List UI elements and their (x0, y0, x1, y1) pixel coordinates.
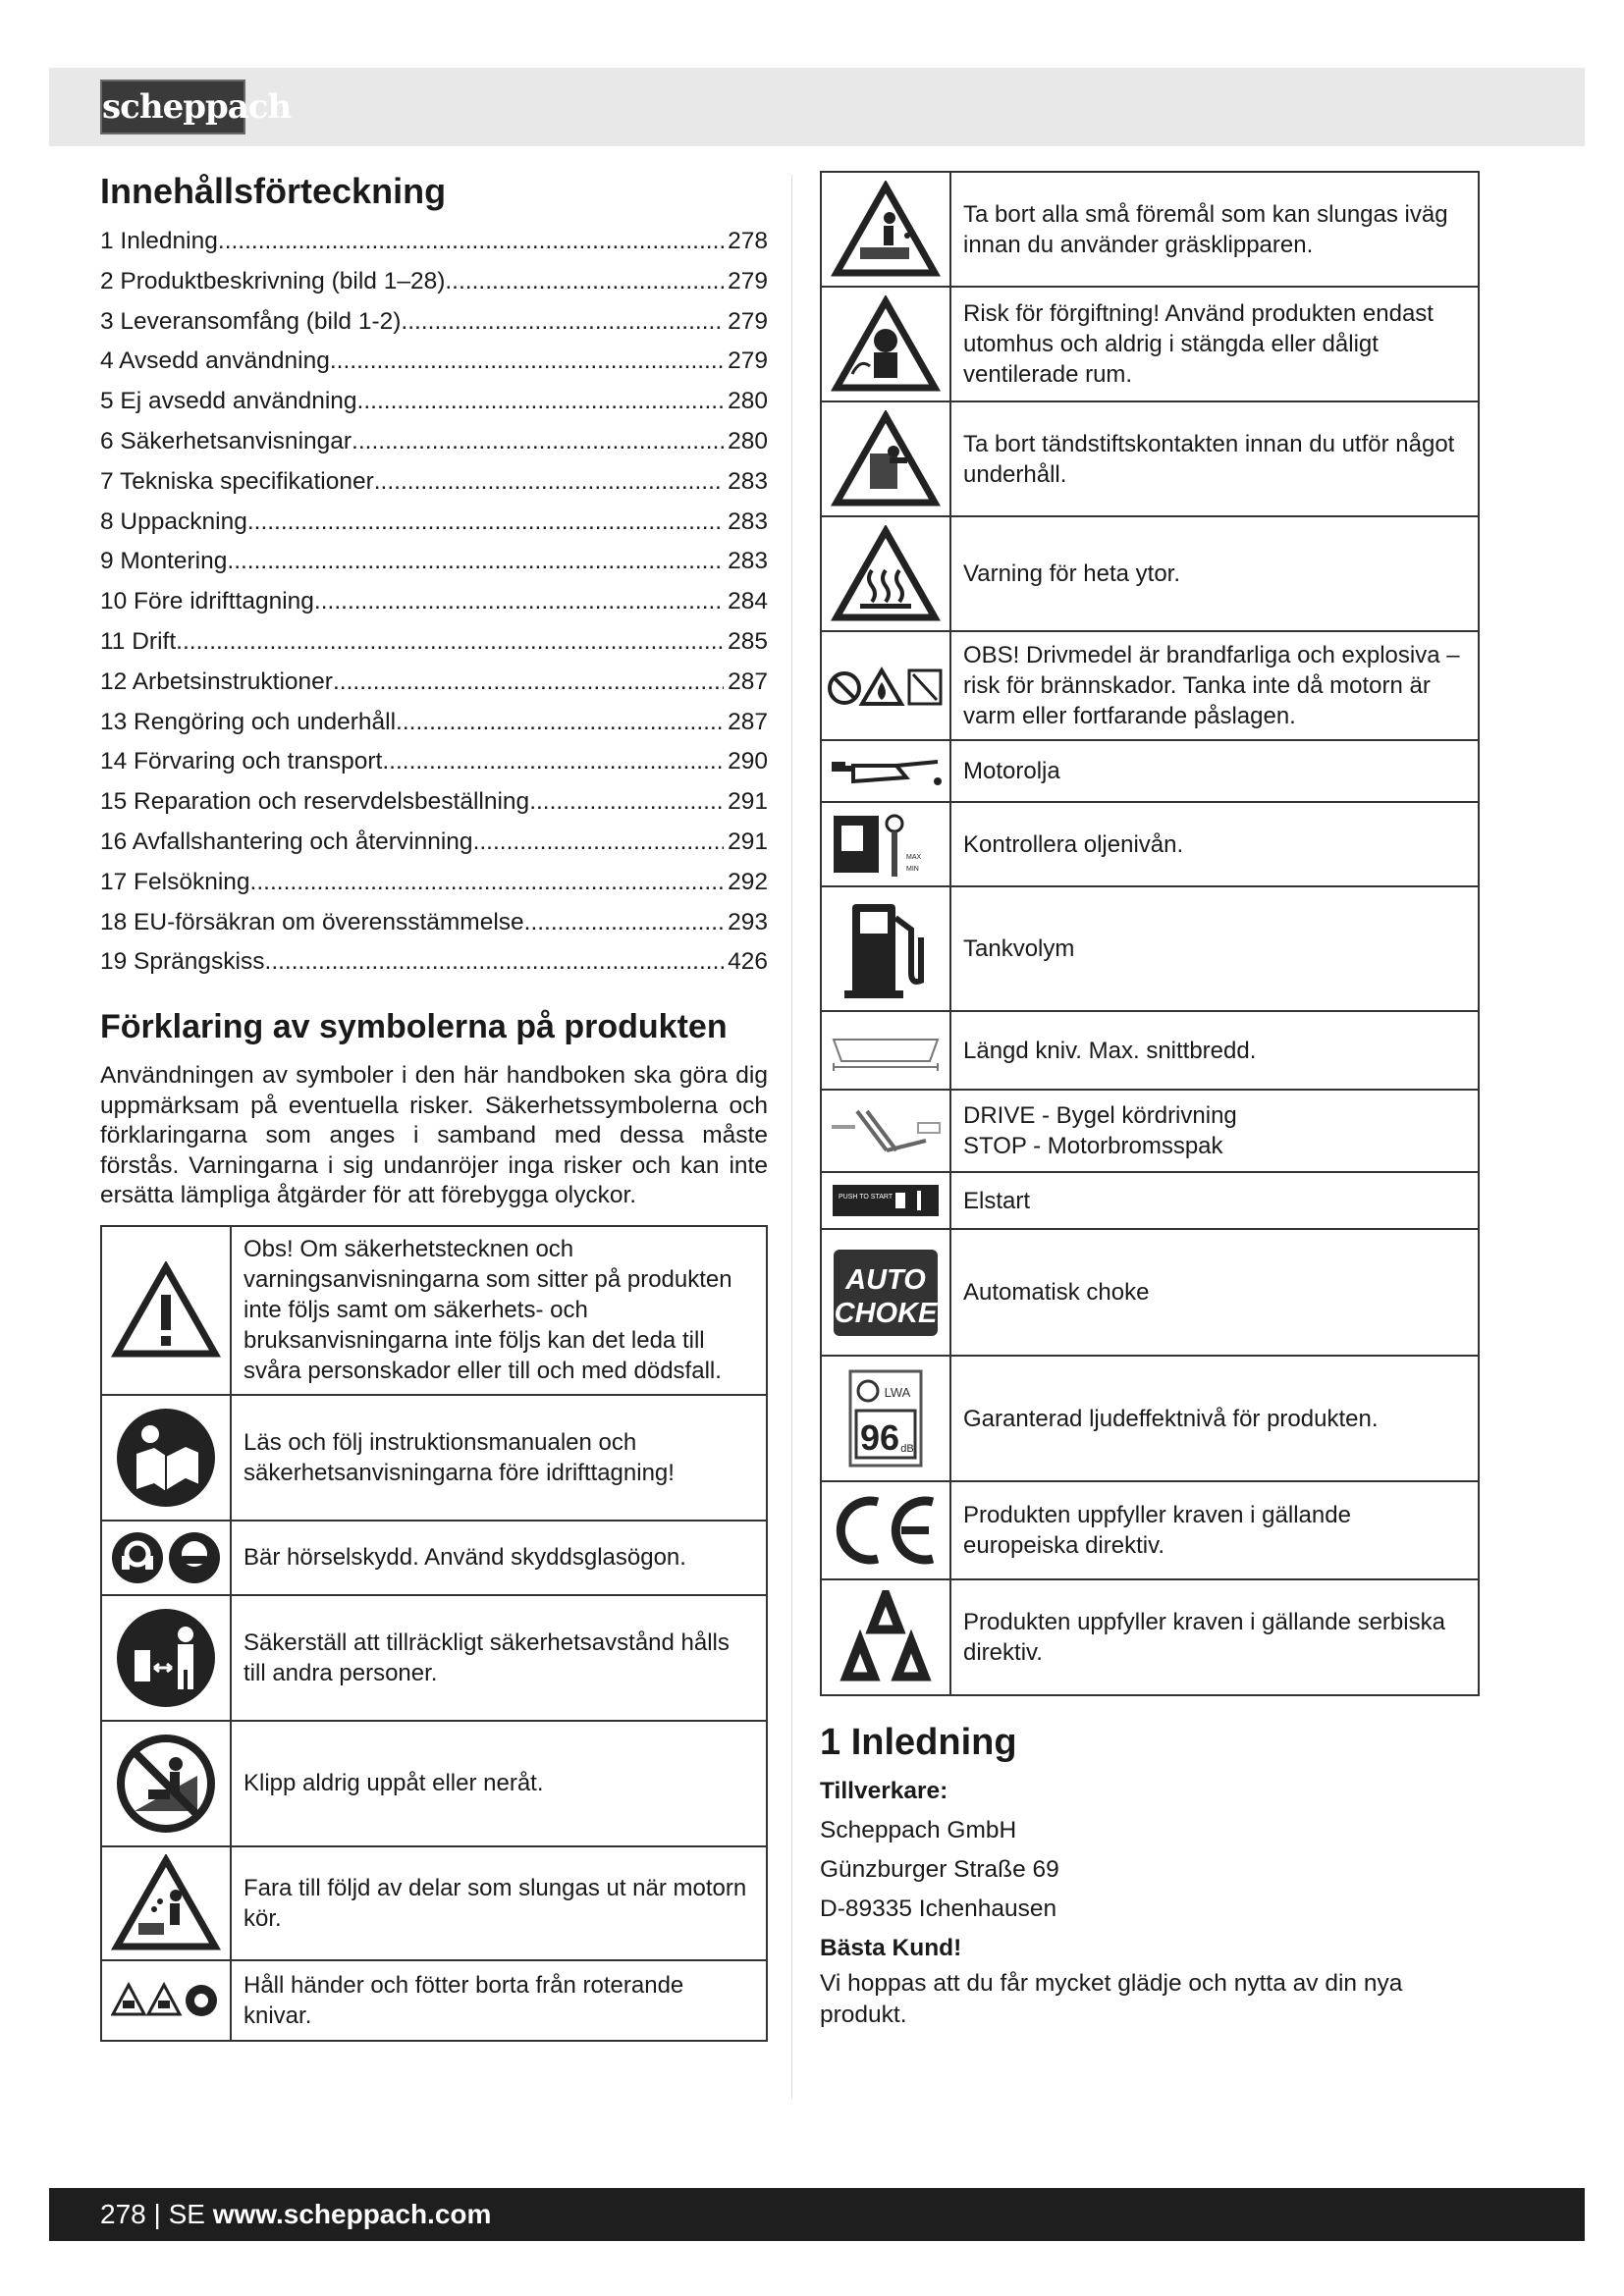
toc-leader-dots (529, 782, 724, 823)
drive-stop-lever-icon (821, 1090, 950, 1172)
toc-item[interactable] (100, 382, 768, 422)
toc-item-page: 284 (728, 588, 768, 615)
scheppach-logo: scheppach (100, 80, 245, 134)
symbol-row (821, 1579, 1479, 1695)
toc-item-label: 14 Förvaring och transport (100, 748, 383, 775)
toc-item[interactable] (100, 622, 768, 663)
toc-leader-dots (374, 462, 724, 503)
fuel-pump-icon (821, 886, 950, 1011)
toc-item-label: 2 Produktbeskrivning (bild 1–28) (100, 267, 446, 294)
svg-text:AUTO: AUTO (845, 1263, 926, 1296)
toc-leader-dots (250, 863, 725, 903)
toc-item-label: 18 EU-försäkran om överensstämmelse (100, 908, 524, 935)
toc-leader-dots (473, 823, 725, 863)
symbol-row (821, 740, 1479, 802)
poisoning-risk-icon (821, 287, 950, 401)
symbols-title: Förklaring av symbolerna på produkten (100, 1008, 728, 1046)
footer-text: 278 | SE www.scheppach.com (100, 2199, 492, 2229)
toc-item-page: 290 (728, 748, 768, 775)
symbol-row (101, 1721, 767, 1846)
symbol-row (101, 1595, 767, 1721)
symbol-row (821, 1090, 1479, 1172)
thrown-objects-icon (101, 1846, 231, 1960)
symbol-row (821, 886, 1479, 1011)
symbol-row (821, 1481, 1479, 1579)
toc-leader-dots (352, 422, 724, 462)
symbol-row (821, 516, 1479, 631)
symbol-text: Kontrollera oljenivån. (950, 802, 1479, 886)
no-slope-mowing-icon (101, 1721, 231, 1846)
ear-eye-protection-icon (101, 1521, 231, 1595)
svg-text:LWA: LWA (884, 1385, 911, 1400)
symbol-row (821, 631, 1479, 740)
symbol-text: Ta bort alla små föremål som kan slungas iväg innan du använder gräsklipparen. (950, 172, 1479, 287)
toc-item-page: 279 (728, 267, 768, 294)
toc-leader-dots (333, 663, 724, 703)
toc-leader-dots (227, 542, 724, 582)
toc-item[interactable] (100, 262, 768, 302)
flammable-fuel-icon (821, 631, 950, 740)
symbols-table-right (820, 171, 1480, 1696)
symbol-text: Risk för förgiftning! Använd produkten endast utomhus och aldrig i stängda eller dåligt ventilerade rum. (950, 287, 1479, 401)
page-header (49, 68, 1585, 146)
language-code: SE (168, 2199, 205, 2229)
toc-item[interactable] (100, 703, 768, 743)
toc-item[interactable] (100, 462, 768, 503)
toc-leader-dots (265, 942, 725, 983)
symbol-row (101, 1521, 767, 1595)
symbol-row (821, 401, 1479, 516)
symbol-text: Garanterad ljudeffektnivå för produkten. (950, 1356, 1479, 1481)
toc-leader-dots (382, 742, 724, 782)
toc-leader-dots (314, 582, 724, 622)
toc-item-page: 426 (728, 948, 768, 976)
svg-text:CHOKE: CHOKE (834, 1297, 938, 1329)
symbol-row (821, 1229, 1479, 1356)
toc-item[interactable] (100, 863, 768, 903)
toc-item-page: 291 (728, 788, 768, 816)
toc-item-label: 4 Avsedd användning (100, 347, 330, 375)
ce-mark-icon (821, 1481, 950, 1579)
toc-item-page: 292 (728, 868, 768, 895)
symbol-row (101, 1395, 767, 1521)
toc-item-label: 7 Tekniska specifikationer (100, 467, 374, 495)
toc-item-label: 13 Rengöring och underhåll (100, 708, 397, 735)
auto-choke-icon (821, 1229, 950, 1356)
symbol-text: OBS! Drivmedel är brandfarliga och explosiva – risk för brännskador. Tanka inte då motorn är varm eller fortfarande påslagen. (950, 631, 1479, 740)
general-warning-icon (101, 1226, 231, 1395)
symbol-text: Varning för heta ytor. (950, 516, 1479, 631)
symbol-row (101, 1226, 767, 1395)
symbol-row (821, 802, 1479, 886)
symbol-text: Fara till följd av delar som slungas ut när motorn kör. (231, 1846, 767, 1960)
toc-item-label: 16 Avfallshantering och återvinning (100, 828, 473, 855)
toc-item-page: 283 (728, 467, 768, 495)
toc-item[interactable] (100, 342, 768, 382)
svg-text:dB: dB (900, 1443, 914, 1455)
address-line: Günzburger Straße 69 (820, 1856, 1059, 1883)
stop-label: STOP - Motorbromsspak (963, 1133, 1223, 1159)
toc-leader-dots (176, 622, 724, 663)
dipstick-icon (821, 802, 950, 886)
intro-body: Vi hoppas att du får mycket glädje och nytta av din nya produkt. (820, 1970, 1403, 2028)
symbol-text: Obs! Om säkerhetstecknen och varningsanvisningarna som sitter på produkten inte följs samt om säkerhets- och bruksanvisningarna inte följs kan det leda till svåra personskador eller till och med dödsfall. (231, 1226, 767, 1395)
toc-item-label: 3 Leveransomfång (bild 1-2) (100, 307, 402, 335)
page-footer (49, 2188, 1585, 2241)
symbol-text: Håll händer och fötter borta från roterande knivar. (231, 1960, 767, 2041)
toc-item-label: 9 Montering (100, 548, 228, 575)
toc-leader-dots (218, 222, 724, 262)
svg-text:MAX: MAX (906, 854, 922, 861)
address-line: D-89335 Ichenhausen (820, 1896, 1057, 1922)
footer-url[interactable]: www.scheppach.com (212, 2199, 492, 2229)
drive-label: DRIVE - Bygel kördrivning (963, 1102, 1237, 1129)
manufacturer-label: Tillverkare: (820, 1778, 948, 1804)
symbol-row (821, 172, 1479, 287)
toc-leader-dots (247, 503, 724, 543)
toc-item[interactable] (100, 782, 768, 823)
toc-leader-dots (357, 382, 725, 422)
toc-item[interactable] (100, 942, 768, 983)
toc-item-label: 19 Sprängskiss (100, 948, 265, 976)
symbols-intro: Användningen av symboler i den här handboken ska göra dig uppmärksam på eventuella risker. Säkerhetssymbolerna och förklaringarna som anges i samband med dessa måste förstås. Varningarna i sig undanröjer inga risker och kan inte ersätta lämpliga åtgärder för att förebygga olyckor. (100, 1062, 768, 1209)
toc-item-page: 283 (728, 548, 768, 575)
left-column (100, 167, 768, 2042)
safety-distance-icon (101, 1595, 231, 1721)
symbol-text: Produkten uppfyller kraven i gällande serbiska direktiv. (950, 1579, 1479, 1695)
right-column (820, 171, 1480, 2031)
toc-item[interactable] (100, 823, 768, 863)
blade-length-icon (821, 1011, 950, 1090)
toc-leader-dots (330, 342, 724, 382)
rotating-blades-icon (101, 1960, 231, 2041)
address-line: Scheppach GmbH (820, 1817, 1017, 1843)
toc-item-page: 293 (728, 908, 768, 935)
toc-item[interactable] (100, 903, 768, 943)
symbol-text: Läs och följ instruktionsmanualen och säkerhetsanvisningarna före idrifttagning! (231, 1395, 767, 1521)
toc-item-label: 12 Arbetsinstruktioner (100, 667, 333, 695)
toc-item-page: 285 (728, 627, 768, 655)
symbol-text: Tankvolym (950, 886, 1479, 1011)
symbols-table-left (100, 1225, 768, 2042)
toc-item[interactable] (100, 302, 768, 343)
toc-item-page: 280 (728, 388, 768, 415)
toc-item-page: 287 (728, 708, 768, 735)
push-to-start-icon (821, 1172, 950, 1229)
symbol-text (950, 1090, 1479, 1172)
toc-item-page: 283 (728, 507, 768, 535)
symbol-row (821, 1356, 1479, 1481)
svg-text:96: 96 (859, 1417, 900, 1458)
toc-item-page: 279 (728, 307, 768, 335)
column-divider (791, 175, 792, 2099)
symbol-row (101, 1960, 767, 2041)
toc-item-label: 1 Inledning (100, 228, 218, 254)
read-manual-icon (101, 1395, 231, 1521)
toc-leader-dots (396, 703, 724, 743)
sound-power-icon (821, 1356, 950, 1481)
toc-item[interactable] (100, 742, 768, 782)
toc-item-page: 291 (728, 828, 768, 855)
toc-list (100, 222, 768, 983)
symbol-text: Elstart (950, 1172, 1479, 1229)
svg-text:MIN: MIN (906, 866, 919, 873)
toc-item-page: 287 (728, 667, 768, 695)
toc-item-page: 278 (728, 228, 768, 254)
symbol-text: Ta bort tändstiftskontakten innan du utför något underhåll. (950, 401, 1479, 516)
toc-item[interactable] (100, 542, 768, 582)
toc-item[interactable] (100, 422, 768, 462)
hot-surface-icon (821, 516, 950, 631)
spark-plug-icon (821, 401, 950, 516)
page-number: 278 (100, 2199, 146, 2229)
symbol-text: Produkten uppfyller kraven i gällande europeiska direktiv. (950, 1481, 1479, 1579)
toc-item-label: 10 Före idrifttagning (100, 588, 314, 615)
toc-item[interactable] (100, 503, 768, 543)
symbol-text: Klipp aldrig uppåt eller neråt. (231, 1721, 767, 1846)
toc-item[interactable] (100, 222, 768, 262)
toc-item-page: 279 (728, 347, 768, 375)
symbol-text: Längd kniv. Max. snittbredd. (950, 1011, 1479, 1090)
toc-item-label: 15 Reparation och reservdelsbeställning (100, 788, 530, 816)
toc-item-label: 5 Ej avsedd användning (100, 388, 357, 415)
toc-leader-dots (445, 262, 724, 302)
symbol-row (821, 287, 1479, 401)
section-title-intro: 1 Inledning (820, 1722, 1017, 1763)
svg-text:PUSH TO START: PUSH TO START (839, 1194, 893, 1201)
symbol-row (821, 1011, 1479, 1090)
symbol-text: Säkerställ att tillräckligt säkerhetsavstånd hålls till andra personer. (231, 1595, 767, 1721)
toc-item[interactable] (100, 663, 768, 703)
toc-item[interactable] (100, 582, 768, 622)
remove-objects-icon (821, 172, 950, 287)
symbol-text: Motorolja (950, 740, 1479, 802)
toc-item-page: 280 (728, 427, 768, 454)
toc-item-label: 11 Drift (100, 627, 177, 655)
greeting: Bästa Kund! (820, 1935, 962, 1961)
symbol-text: Bär hörselskydd. Använd skyddsglasögon. (231, 1521, 767, 1595)
toc-item-label: 17 Felsökning (100, 868, 250, 895)
symbol-row (821, 1172, 1479, 1229)
symbol-text: Automatisk choke (950, 1229, 1479, 1356)
toc-leader-dots (524, 903, 724, 943)
serbian-conformity-icon (821, 1579, 950, 1695)
toc-leader-dots (401, 302, 724, 343)
oil-can-icon (821, 740, 950, 802)
toc-title: Innehållsförteckning (100, 171, 447, 211)
toc-item-label: 8 Uppackning (100, 507, 247, 535)
toc-item-label: 6 Säkerhetsanvisningar (100, 427, 352, 454)
symbol-row (101, 1846, 767, 1960)
